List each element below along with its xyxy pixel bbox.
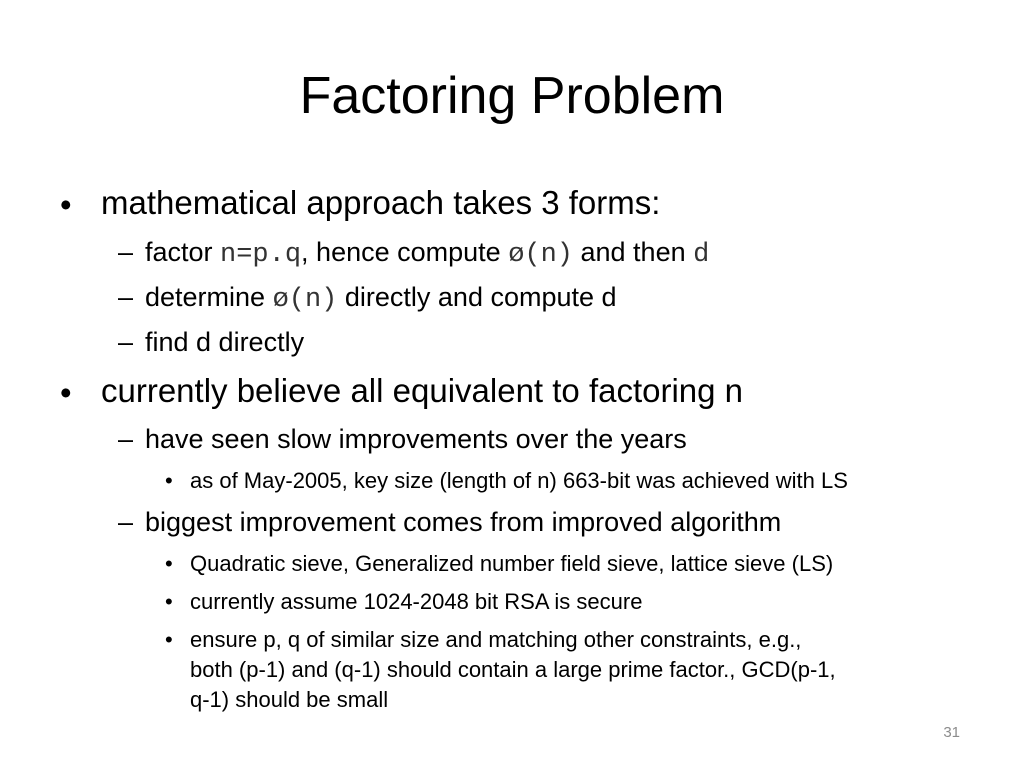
dash-marker: – (118, 424, 134, 454)
code-phi-n: ø(n) (272, 285, 338, 315)
bullet-mathematical-approach: mathematical approach takes 3 forms: (101, 184, 661, 221)
sub-bullet-determine-text-b: directly and compute d (337, 282, 617, 312)
bullet-marker: • (60, 186, 72, 223)
sub-bullet-factor-text-a: factor (145, 237, 221, 267)
small-bullet-marker: • (165, 627, 173, 652)
sub-sub-bullet-ensure-line2: both (p-1) and (q-1) should contain a large prime factor., GCD(p-1, (190, 657, 836, 682)
sub-sub-bullet-ensure-line3: q-1) should be small (190, 687, 389, 712)
sub-bullet-determine-text-a: determine (145, 282, 273, 312)
sub-sub-bullet-may-2005: as of May-2005, key size (length of n) 663-bit was achieved with LS (190, 468, 848, 493)
slide-title: Factoring Problem (299, 67, 725, 125)
dash-marker: – (118, 282, 134, 312)
code-n-equals-pq: n=p.q (220, 240, 302, 270)
code-d: d (693, 240, 710, 270)
sub-sub-bullet-ensure-line1: ensure p, q of similar size and matching other constraints, e.g., (190, 627, 802, 652)
small-bullet-marker: • (165, 551, 173, 576)
dash-marker: – (118, 327, 134, 357)
sub-bullet-find-d: find d directly (145, 327, 305, 357)
sub-sub-bullet-sieves: Quadratic sieve, Generalized number field sieve, lattice sieve (LS) (190, 551, 834, 576)
code-phi-n: ø(n) (508, 240, 573, 270)
bullet-marker: • (60, 374, 72, 411)
sub-bullet-factor-text-b: , hence compute (301, 237, 509, 267)
dash-marker: – (118, 237, 134, 267)
sub-bullet-biggest-improvement: biggest improvement comes from improved algorithm (145, 507, 782, 537)
sub-bullet-factor-text-c: and then (573, 237, 694, 267)
sub-sub-bullet-rsa-secure: currently assume 1024-2048 bit RSA is secure (190, 589, 643, 614)
slide-number: 31 (943, 724, 960, 741)
bullet-currently-believe: currently believe all equivalent to factoring n (101, 372, 744, 409)
sub-bullet-factor (145, 237, 709, 270)
small-bullet-marker: • (165, 468, 173, 493)
small-bullet-marker: • (165, 589, 173, 614)
dash-marker: – (118, 507, 134, 537)
sub-bullet-determine (145, 282, 617, 315)
sub-bullet-slow-improvements: have seen slow improvements over the years (145, 424, 687, 454)
